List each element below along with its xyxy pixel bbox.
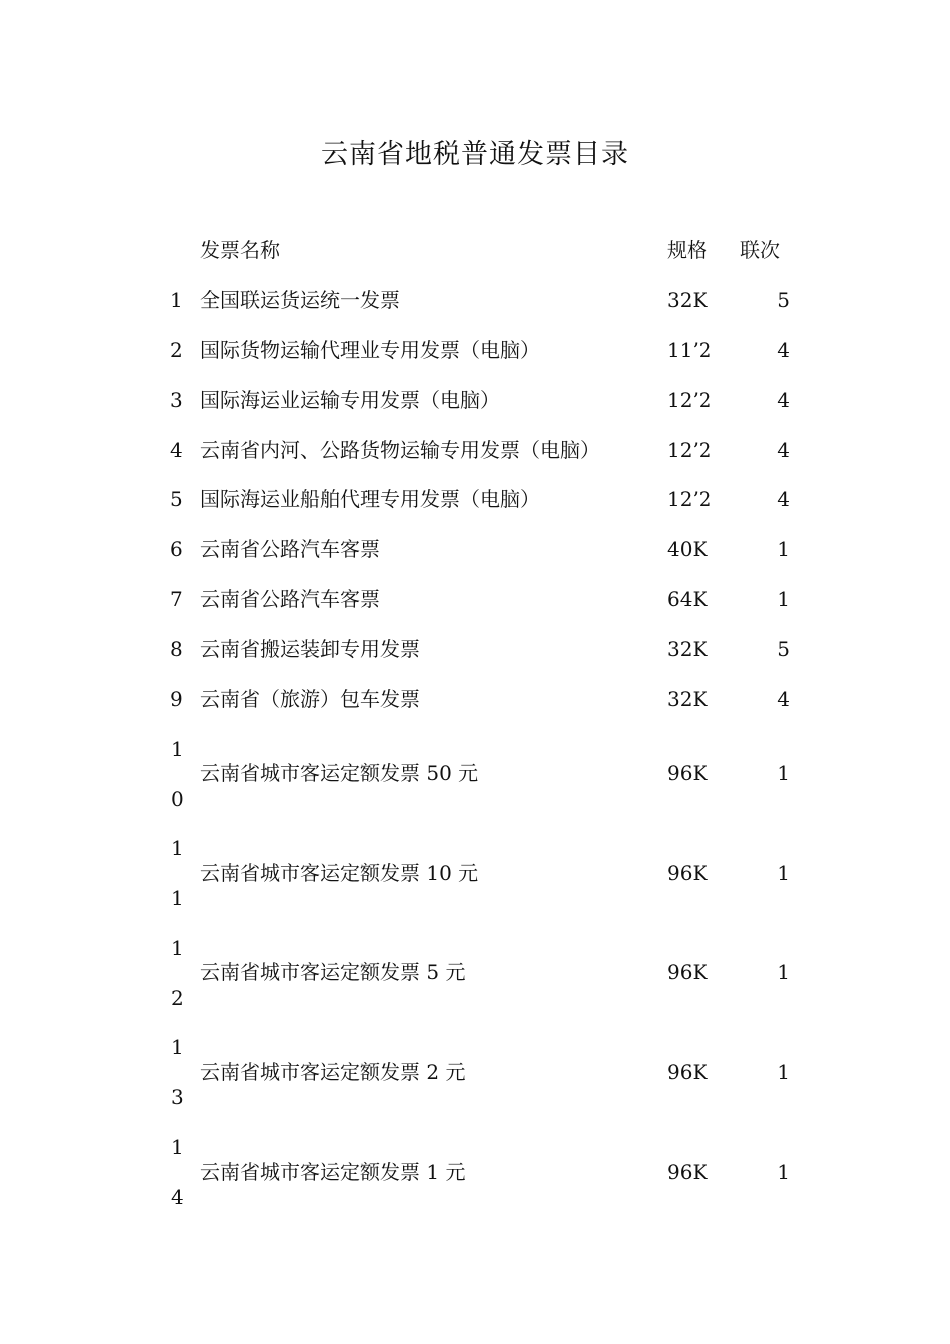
- row-spec: 96K: [667, 1060, 708, 1084]
- row-copies: 4: [777, 338, 790, 362]
- row-number: 2: [170, 338, 183, 362]
- row-spec: 12’2: [667, 438, 712, 462]
- header-spec: 规格: [667, 238, 707, 262]
- row-number-top: 1: [171, 836, 184, 860]
- row-spec: 96K: [667, 1160, 708, 1184]
- row-spec: 32K: [667, 637, 708, 661]
- row-name: 云南省城市客运定额发票 1 元: [200, 1160, 466, 1184]
- row-number: 8: [170, 637, 183, 661]
- row-number-bottom: 0: [171, 787, 184, 811]
- row-spec: 11’2: [667, 338, 712, 362]
- row-spec: 96K: [667, 761, 708, 785]
- row-name: 云南省搬运装卸专用发票: [200, 637, 420, 661]
- row-spec: 40K: [667, 537, 708, 561]
- row-spec: 32K: [667, 687, 708, 711]
- row-copies: 4: [777, 388, 790, 412]
- row-number: 7: [170, 587, 183, 611]
- row-number: 1: [170, 288, 183, 312]
- row-name: 云南省城市客运定额发票 2 元: [200, 1060, 466, 1084]
- row-name: 全国联运货运统一发票: [200, 288, 400, 312]
- row-copies: 1: [777, 1060, 790, 1084]
- row-copies: 1: [777, 537, 790, 561]
- row-number: 3: [170, 388, 183, 412]
- row-number: 9: [170, 687, 183, 711]
- row-copies: 1: [777, 1160, 790, 1184]
- row-copies: 5: [777, 288, 790, 312]
- row-name: 云南省城市客运定额发票 10 元: [200, 861, 479, 885]
- header-copies: 联次: [740, 238, 780, 262]
- header-name: 发票名称: [200, 238, 280, 262]
- row-name: 云南省公路汽车客票: [200, 587, 380, 611]
- page-title: 云南省地税普通发票目录: [321, 139, 629, 170]
- row-number-top: 1: [171, 1035, 184, 1059]
- row-copies: 4: [777, 487, 790, 511]
- row-copies: 1: [777, 761, 790, 785]
- row-copies: 1: [777, 587, 790, 611]
- row-number-bottom: 1: [171, 886, 184, 910]
- row-copies: 1: [777, 960, 790, 984]
- row-spec: 12’2: [667, 487, 712, 511]
- row-spec: 96K: [667, 960, 708, 984]
- row-name: 国际海运业船舶代理专用发票（电脑）: [200, 487, 540, 511]
- row-spec: 12’2: [667, 388, 712, 412]
- row-number-top: 1: [171, 1135, 184, 1159]
- row-number: 5: [170, 487, 183, 511]
- row-name: 云南省城市客运定额发票 5 元: [200, 960, 466, 984]
- row-spec: 96K: [667, 861, 708, 885]
- row-copies: 4: [777, 687, 790, 711]
- row-number-bottom: 4: [171, 1185, 184, 1209]
- row-number-top: 1: [171, 936, 184, 960]
- row-name: 云南省城市客运定额发票 50 元: [200, 761, 479, 785]
- row-name: 云南省公路汽车客票: [200, 537, 380, 561]
- row-spec: 32K: [667, 288, 708, 312]
- row-copies: 1: [777, 861, 790, 885]
- row-copies: 5: [777, 637, 790, 661]
- row-name: 国际海运业运输专用发票（电脑）: [200, 388, 500, 412]
- row-number: 6: [170, 537, 183, 561]
- row-number-bottom: 3: [171, 1085, 184, 1109]
- row-name: 云南省（旅游）包车发票: [200, 687, 420, 711]
- row-number-bottom: 2: [171, 986, 184, 1010]
- row-spec: 64K: [667, 587, 708, 611]
- row-number: 4: [170, 438, 183, 462]
- row-name: 国际货物运输代理业专用发票（电脑）: [200, 338, 540, 362]
- row-number-top: 1: [171, 737, 184, 761]
- row-name: 云南省内河、公路货物运输专用发票（电脑）: [200, 438, 600, 462]
- row-copies: 4: [777, 438, 790, 462]
